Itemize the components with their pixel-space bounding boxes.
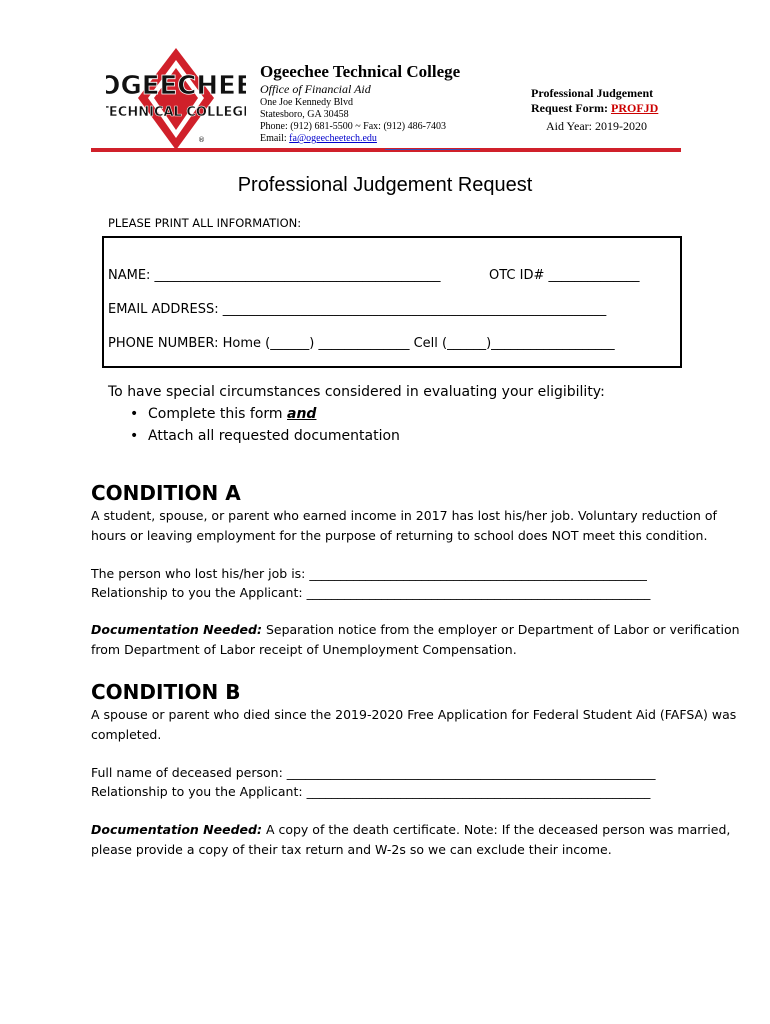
condition-a-documentation-2: from Department of Labor receipt of Unemployment Compensation. (91, 642, 517, 657)
college-logo (106, 46, 246, 152)
condition-b-relationship-field[interactable]: Relationship to you the Applicant: _______________________________________________________ (91, 784, 651, 799)
form-title-line-1: Professional Judgement (531, 86, 654, 100)
otc-id-field[interactable]: OTC ID# ______________ (489, 268, 640, 283)
condition-b-text-1: A spouse or parent who died since the 2019-2020 Free Application for Federal Student Aid (FAFSA) was (91, 707, 737, 722)
doc-label: Documentation Needed: (91, 822, 262, 837)
doc-text: Separation notice from the employer or Department of Labor or verification (261, 622, 740, 637)
address-line-2: Statesboro, GA 30458 (260, 109, 349, 120)
form-title-prefix: Request Form: (531, 101, 611, 115)
email-line (260, 133, 377, 144)
form-code: PROFJD (610, 101, 659, 115)
logo-text-top: OGEECHEE (106, 71, 246, 101)
email-label: Email: (260, 133, 290, 144)
condition-b-documentation-2: please provide a copy of their tax return and W-2s so we can exclude their income. (91, 842, 612, 857)
aid-year: Aid Year: 2019-2020 (546, 119, 647, 133)
doc-label: Documentation Needed: (91, 622, 262, 637)
condition-a-text-2: hours or leaving employment for the purpose of returning to school does NOT meet this condition. (91, 528, 708, 543)
condition-a-documentation (91, 622, 740, 637)
bullet-2-text: Attach all requested documentation (148, 428, 400, 444)
bullet-1-text: Complete this form (148, 406, 288, 422)
condition-b-heading: CONDITION B (91, 680, 241, 704)
phone-fax: Phone: (912) 681-5500 ~ Fax: (912) 486-7403 (260, 121, 446, 132)
form-title-line-2 (531, 101, 658, 116)
instruction-bullet-2 (130, 428, 400, 444)
name-field[interactable]: NAME: ____________________________________________ (108, 268, 441, 283)
condition-b-deceased-name-field[interactable]: Full name of deceased person: ___________________________________________________________ (91, 765, 656, 780)
address-line-1: One Joe Kennedy Blvd (260, 97, 354, 108)
condition-a-relationship-field[interactable]: Relationship to you the Applicant: _______________________________________________________ (91, 585, 651, 600)
bullet-icon: • (130, 406, 139, 422)
logo-text-bottom: TECHNICAL COLLEGE (106, 105, 246, 120)
doc-text: A copy of the death certificate. Note: If the deceased person was married, (261, 822, 731, 837)
email-address-field[interactable]: EMAIL ADDRESS: ___________________________________________________________ (108, 302, 607, 317)
condition-b-documentation (91, 822, 730, 837)
condition-a-person-field[interactable]: The person who lost his/her job is: ______________________________________________________ (91, 566, 647, 581)
bullet-1-emphasis: and (287, 406, 317, 422)
condition-a-heading: CONDITION A (91, 481, 241, 505)
condition-a-text-1: A student, spouse, or parent who earned income in 2017 has lost his/her job. Voluntary reduction of (91, 508, 717, 523)
phone-number-field[interactable]: PHONE NUMBER: Home (______) ______________ Cell (______)___________________ (108, 336, 615, 351)
print-instruction: PLEASE PRINT ALL INFORMATION: (108, 216, 302, 230)
email-link[interactable]: fa@ogeecheetech.edu (289, 133, 377, 144)
office-name: Office of Financial Aid (260, 82, 371, 96)
header-divider-accent (385, 149, 480, 150)
college-name: Ogeechee Technical College (260, 62, 461, 81)
page-title: Professional Judgement Request (237, 174, 533, 196)
svg-text:®: ® (198, 136, 205, 144)
instruction-bullet-1 (130, 406, 316, 422)
condition-b-text-2: completed. (91, 727, 162, 742)
bullet-icon: • (130, 428, 139, 444)
instructions-heading: To have special circumstances considered in evaluating your eligibility: (108, 384, 605, 400)
